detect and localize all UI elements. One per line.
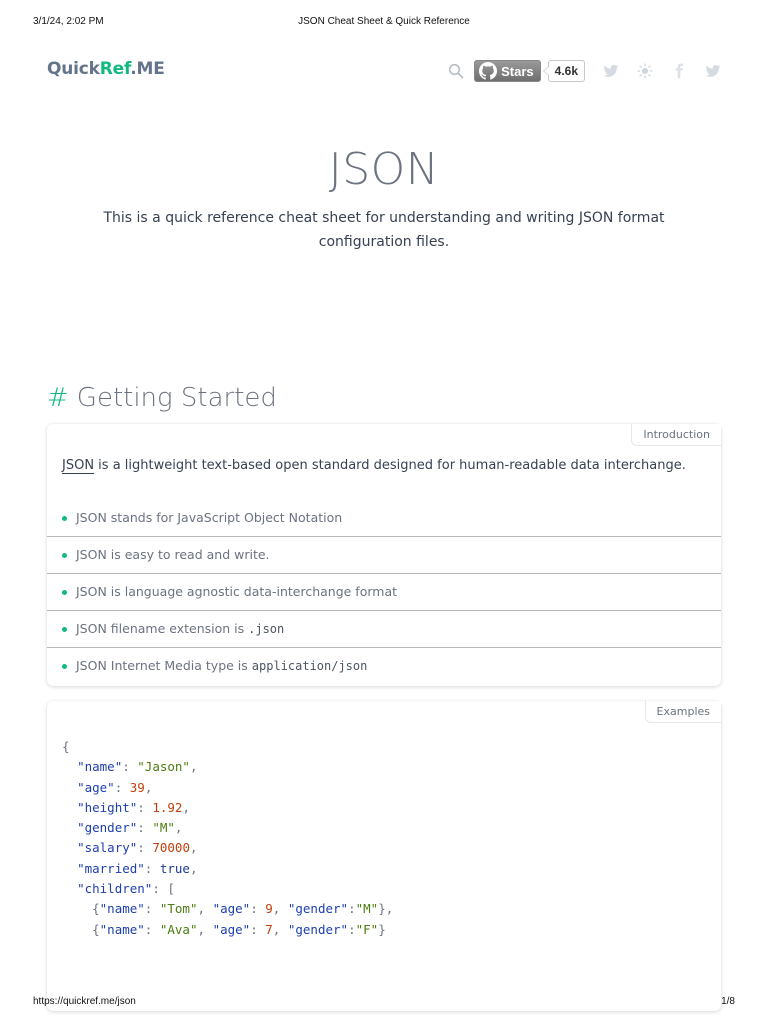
code-number: 1.92 [152, 799, 183, 815]
code-string: "Jason" [137, 759, 190, 775]
code-punctuation: : [114, 779, 130, 795]
navbar [47, 56, 721, 86]
print-url: https://quickref.me/json [33, 996, 136, 1007]
code-line [62, 818, 393, 838]
code-line [62, 757, 393, 777]
code-punctuation [62, 759, 77, 774]
print-date: 3/1/24, 2:02 PM [33, 16, 104, 27]
code-line [62, 737, 393, 757]
facebook-icon[interactable] [671, 63, 687, 79]
logo-part-ref: Ref [99, 59, 131, 79]
code-punctuation: : [250, 921, 266, 937]
site-logo[interactable] [47, 59, 165, 79]
json-link[interactable]: JSON [62, 458, 95, 473]
list-item [47, 500, 721, 537]
code-punctuation [62, 800, 77, 815]
list-item-text: JSON filename extension is [76, 621, 249, 636]
code-punctuation [62, 820, 77, 835]
code-punctuation: { [62, 921, 100, 937]
nav-actions [448, 58, 721, 84]
github-icon [479, 62, 497, 80]
code-punctuation: : [137, 840, 153, 856]
bullet-dot [62, 516, 67, 521]
code-punctuation [62, 780, 77, 795]
list-item-text: JSON Internet Media type is [76, 658, 252, 673]
code-punctuation: : [348, 901, 356, 917]
print-title: JSON Cheat Sheet & Quick Reference [298, 16, 470, 27]
code-punctuation: : [122, 759, 138, 775]
code-line [62, 920, 393, 940]
code-string: "M" [355, 901, 379, 917]
bullet-dot [62, 627, 67, 632]
code-key: "name" [99, 901, 145, 917]
theme-toggle-icon[interactable] [637, 63, 653, 79]
code-punctuation [62, 861, 77, 876]
code-punctuation: , [272, 921, 288, 937]
code-key: "children" [77, 881, 153, 897]
code-line [62, 859, 393, 879]
code-key: "height" [77, 799, 138, 815]
code-key: "name" [99, 921, 145, 937]
intro-text-rest: is a lightweight text-based open standard designed for human-readable data interchange. [94, 458, 686, 473]
list-item-text: JSON stands for JavaScript Object Notation [76, 510, 343, 525]
code-punctuation: , [189, 759, 198, 775]
code-punctuation: : [137, 820, 153, 836]
code-punctuation: , [189, 840, 198, 856]
code-punctuation: , [272, 901, 288, 917]
code-punctuation [62, 881, 77, 896]
code-number: 7 [265, 921, 273, 937]
code-punctuation: : [348, 921, 356, 937]
feature-list [47, 500, 721, 685]
code-punctuation: , [189, 860, 198, 876]
code-string: "Tom" [159, 901, 198, 917]
code-punctuation: }, [378, 901, 394, 917]
page-title: JSON [328, 144, 440, 195]
bullet-dot [62, 590, 67, 595]
github-stars-count[interactable]: 4.6k [548, 60, 585, 82]
code-key: "gender" [287, 901, 349, 917]
code-line [62, 879, 393, 899]
code-key: "age" [77, 779, 115, 795]
code-punctuation: , [182, 799, 190, 815]
logo-part-me: .ME [130, 59, 165, 79]
introduction-card [47, 424, 721, 686]
code-punctuation: { [62, 901, 100, 917]
inline-code: .json [248, 622, 285, 636]
code-line [62, 798, 393, 818]
code-string: "M" [152, 820, 175, 836]
code-key: "salary" [77, 840, 138, 856]
code-key: "married" [77, 860, 145, 876]
examples-card [47, 701, 721, 1011]
print-footer [0, 996, 768, 1010]
code-punctuation: , [197, 921, 213, 937]
inline-code: application/json [251, 659, 368, 673]
code-key: "name" [77, 759, 123, 775]
list-item-text: JSON is language agnostic data-interchange format [76, 584, 398, 599]
code-string: "Ava" [159, 921, 198, 937]
code-string: "F" [355, 921, 379, 937]
code-punctuation: , [144, 779, 153, 795]
code-number: 70000 [152, 840, 190, 856]
print-header [0, 16, 768, 30]
code-key: "age" [212, 921, 251, 937]
code-punctuation: : [144, 901, 160, 917]
logo-part-quick: Quick [47, 59, 100, 79]
code-boolean: true [159, 860, 190, 876]
code-punctuation: { [62, 739, 70, 754]
code-punctuation: : [137, 799, 153, 815]
page-description: This is a quick reference cheat sheet for understanding and writing JSON format configuration files. [103, 210, 665, 250]
code-punctuation: : [144, 921, 160, 937]
twitter-icon[interactable] [603, 63, 619, 79]
code-line [62, 838, 393, 858]
twitter-icon[interactable] [705, 63, 721, 79]
bullet-dot [62, 664, 67, 669]
code-punctuation: } [378, 921, 386, 937]
code-key: "age" [212, 901, 251, 917]
code-punctuation: , [174, 820, 183, 836]
list-item [47, 537, 721, 574]
card-label-introduction: Introduction [631, 424, 721, 446]
print-page-number: 1/8 [721, 996, 735, 1007]
list-item-text: JSON is easy to read and write. [76, 547, 270, 562]
card-label-examples: Examples [645, 701, 721, 723]
intro-paragraph [62, 456, 702, 476]
list-item [47, 611, 721, 648]
section-anchor-hash[interactable]: # [47, 383, 69, 413]
bullet-dot [62, 553, 67, 558]
section-title-text: Getting Started [76, 383, 277, 413]
list-item [47, 574, 721, 611]
section-heading-getting-started[interactable] [47, 383, 277, 413]
code-line [62, 899, 393, 919]
github-stars-button[interactable] [474, 60, 541, 82]
code-number: 9 [265, 901, 273, 917]
code-key: "gender" [77, 820, 138, 836]
github-stars-label: Stars [501, 63, 534, 79]
search-icon[interactable] [448, 63, 464, 79]
code-punctuation [62, 840, 77, 855]
json-code-example [62, 737, 393, 940]
list-item [47, 648, 721, 685]
code-punctuation: : [250, 901, 266, 917]
code-key: "gender" [287, 921, 349, 937]
code-number: 39 [129, 779, 145, 795]
code-line [62, 778, 393, 798]
code-punctuation: : [ [152, 881, 175, 897]
code-punctuation: , [197, 901, 213, 917]
code-punctuation: : [144, 860, 160, 876]
